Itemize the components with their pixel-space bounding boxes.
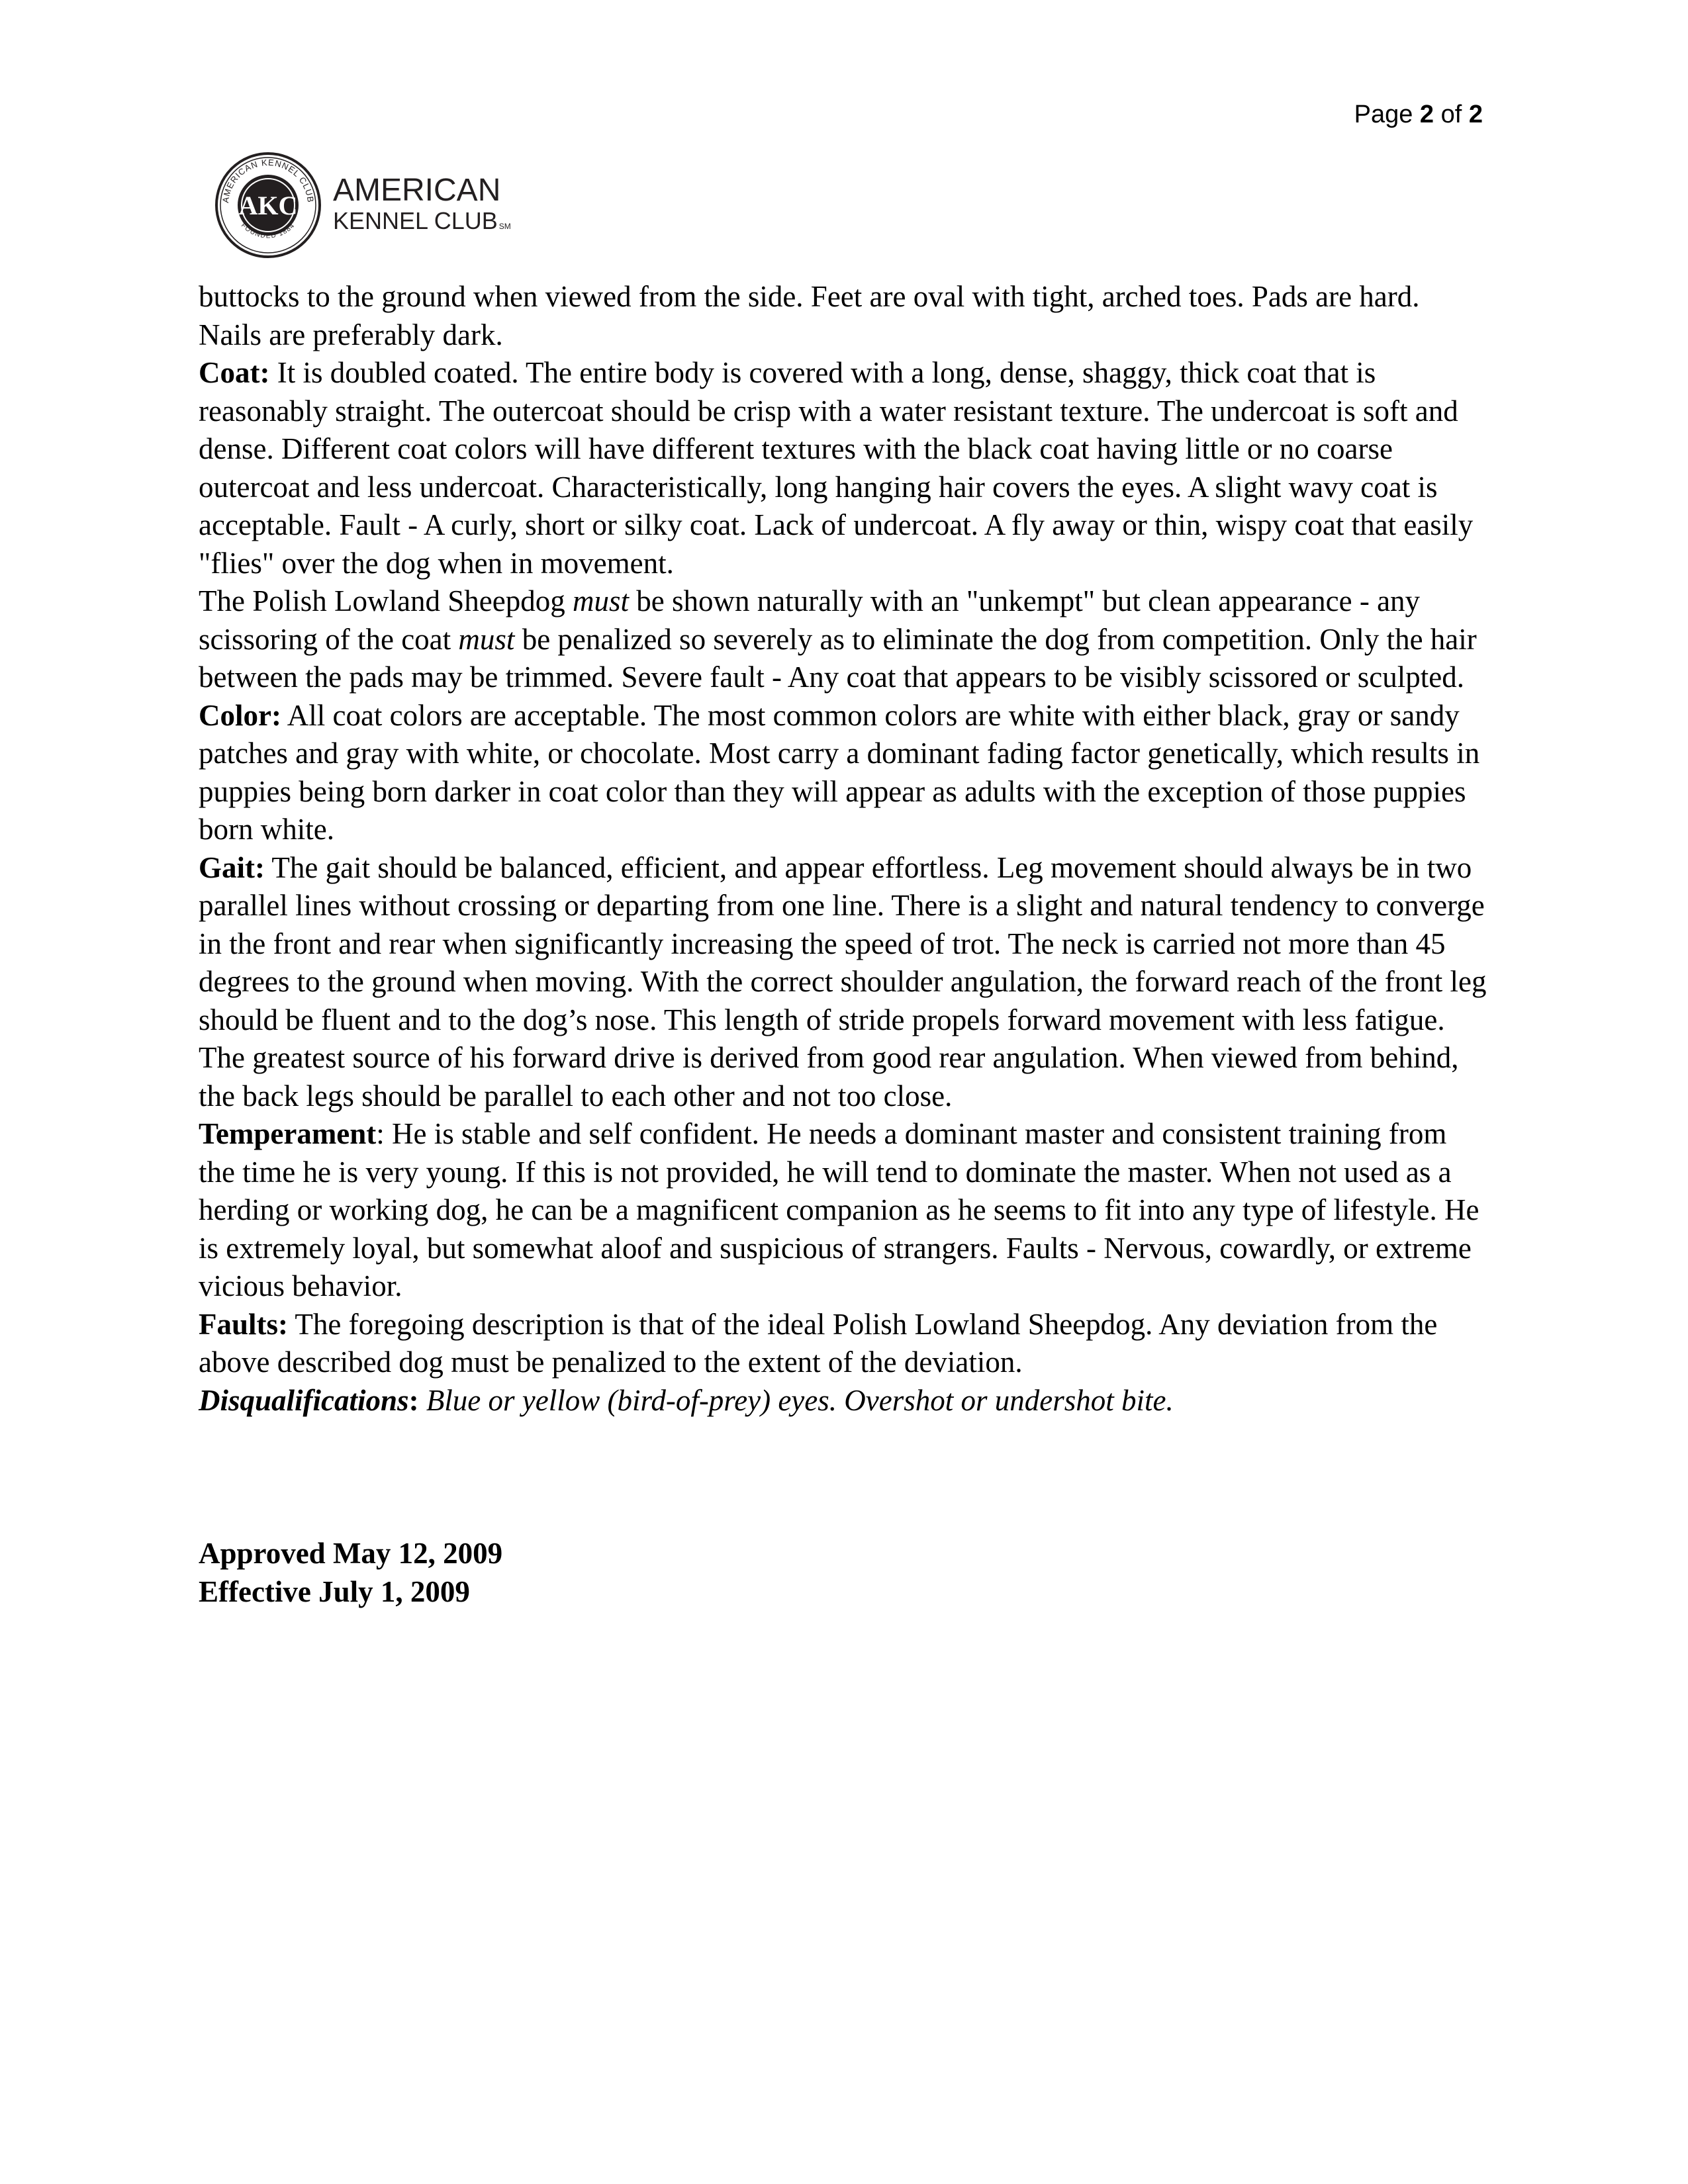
page-of: of — [1434, 101, 1469, 128]
disqualifications-colon: : — [408, 1383, 419, 1417]
page-current: 2 — [1419, 101, 1434, 128]
disqualifications-paragraph — [199, 1382, 1489, 1420]
intro-paragraph — [199, 278, 1489, 354]
coat-note-paragraph — [199, 582, 1489, 697]
color-text: All coat colors are acceptable. The most common colors are white with either black, gray or sandy patches and gray with white, or chocolate. Most carry a dominant fading factor genetically, which results in puppies being born darker in coat color than they will appear as adults with the exception of those puppies born white. — [199, 698, 1480, 846]
logo-wordmark — [333, 174, 511, 235]
temperament-label: Temperament — [199, 1117, 377, 1150]
color-paragraph — [199, 697, 1489, 849]
coat-note-part3: be penalized so severely as to eliminate the dog from competition. Only the hair between the pads may be trimmed. Severe fault - Any coat that appears to be visibly scissored or sculpted. — [199, 622, 1477, 694]
coat-note-part2: be shown naturally with an "unkempt" but clean appearance - any scissoring of the coat — [199, 584, 1421, 656]
page-number — [1354, 99, 1483, 130]
gait-paragraph — [199, 849, 1489, 1116]
disqualifications-label: Disqualifications — [199, 1383, 409, 1417]
effective-date: Effective July 1, 2009 — [199, 1575, 470, 1608]
coat-paragraph — [199, 354, 1489, 582]
temperament-paragraph — [199, 1115, 1489, 1306]
coat-note-emphasis2: must — [458, 622, 515, 656]
seal-text: AMERICAN KENNEL CLUB — [220, 157, 316, 204]
logo-line2 — [333, 207, 511, 235]
page-prefix: Page — [1354, 101, 1420, 128]
temperament-text: : He is stable and self confident. He needs a dominant master and consistent training from the time he is very young. If this is not provided, he will tend to dominate the master. When not used as a herding or working dog, he can be a magnificent companion as he seems to fit into any type of lifestyle. He is extremely loyal, but somewhat aloof and suspicious of strangers. Faults - Nervous, cowardly, or extreme vicious behavior. — [199, 1117, 1479, 1302]
approval-block — [199, 1534, 502, 1611]
disqualifications-text: Blue or yellow (bird-of-prey) eyes. Overshot or undershot bite. — [418, 1383, 1174, 1417]
standard-body — [199, 278, 1489, 1420]
faults-text: The foregoing description is that of the ideal Polish Lowland Sheepdog. Any deviation from the above described dog must be penalized to the extent of the deviation. — [199, 1307, 1438, 1379]
coat-label: Coat: — [199, 356, 270, 389]
akc-logo — [214, 151, 512, 257]
akc-seal-icon — [214, 151, 322, 259]
gait-text: The gait should be balanced, efficient, and appear effortless. Leg movement should always be in two parallel lines without crossing or departing from one line. There is a slight and natural tendency to converge in the front and rear when significantly increasing the speed of trot. The neck is carried not more than 45 degrees to the ground when moving. With the correct shoulder angulation, the forward reach of the front leg should be fluent and to the dog’s nose. This length of stride propels forward movement with less fatigue. The greatest source of his forward drive is derived from good rear angulation. When viewed from behind, the back legs should be parallel to each other and not too close. — [199, 850, 1487, 1113]
coat-text: It is doubled coated. The entire body is covered with a long, dense, shaggy, thick coat that is reasonably straight. The outercoat should be crisp with a water resistant texture. The undercoat is soft and dense. Different coat colors will have different textures with the black coat having little or no coarse outercoat and less undercoat. Characteristically, long hanging hair covers the eyes. A slight wavy coat is acceptable. Fault - A curly, short or silky coat. Lack of undercoat. A fly away or thin, wispy coat that easily "flies" over the dog when in movement. — [199, 356, 1474, 580]
logo-line1: AMERICAN — [333, 173, 501, 208]
intro-text: buttocks to the ground when viewed from the side. Feet are oval with tight, arched toes. Pads are hard. Nails are preferably dark. — [199, 280, 1420, 351]
faults-label: Faults: — [199, 1307, 288, 1341]
seal-founded: FOUNDED 1884 — [239, 222, 297, 240]
faults-paragraph — [199, 1306, 1489, 1382]
service-mark: SM — [498, 222, 511, 231]
coat-note-emphasis1: must — [572, 584, 629, 617]
color-label: Color: — [199, 698, 281, 732]
coat-note-part1: The Polish Lowland Sheepdog — [199, 584, 573, 617]
logo-line2-text: KENNEL CLUB — [333, 207, 498, 234]
gait-label: Gait: — [199, 850, 265, 884]
page-total: 2 — [1468, 101, 1483, 128]
seal-letters: AKC — [238, 191, 298, 220]
approved-date: Approved May 12, 2009 — [199, 1537, 503, 1570]
